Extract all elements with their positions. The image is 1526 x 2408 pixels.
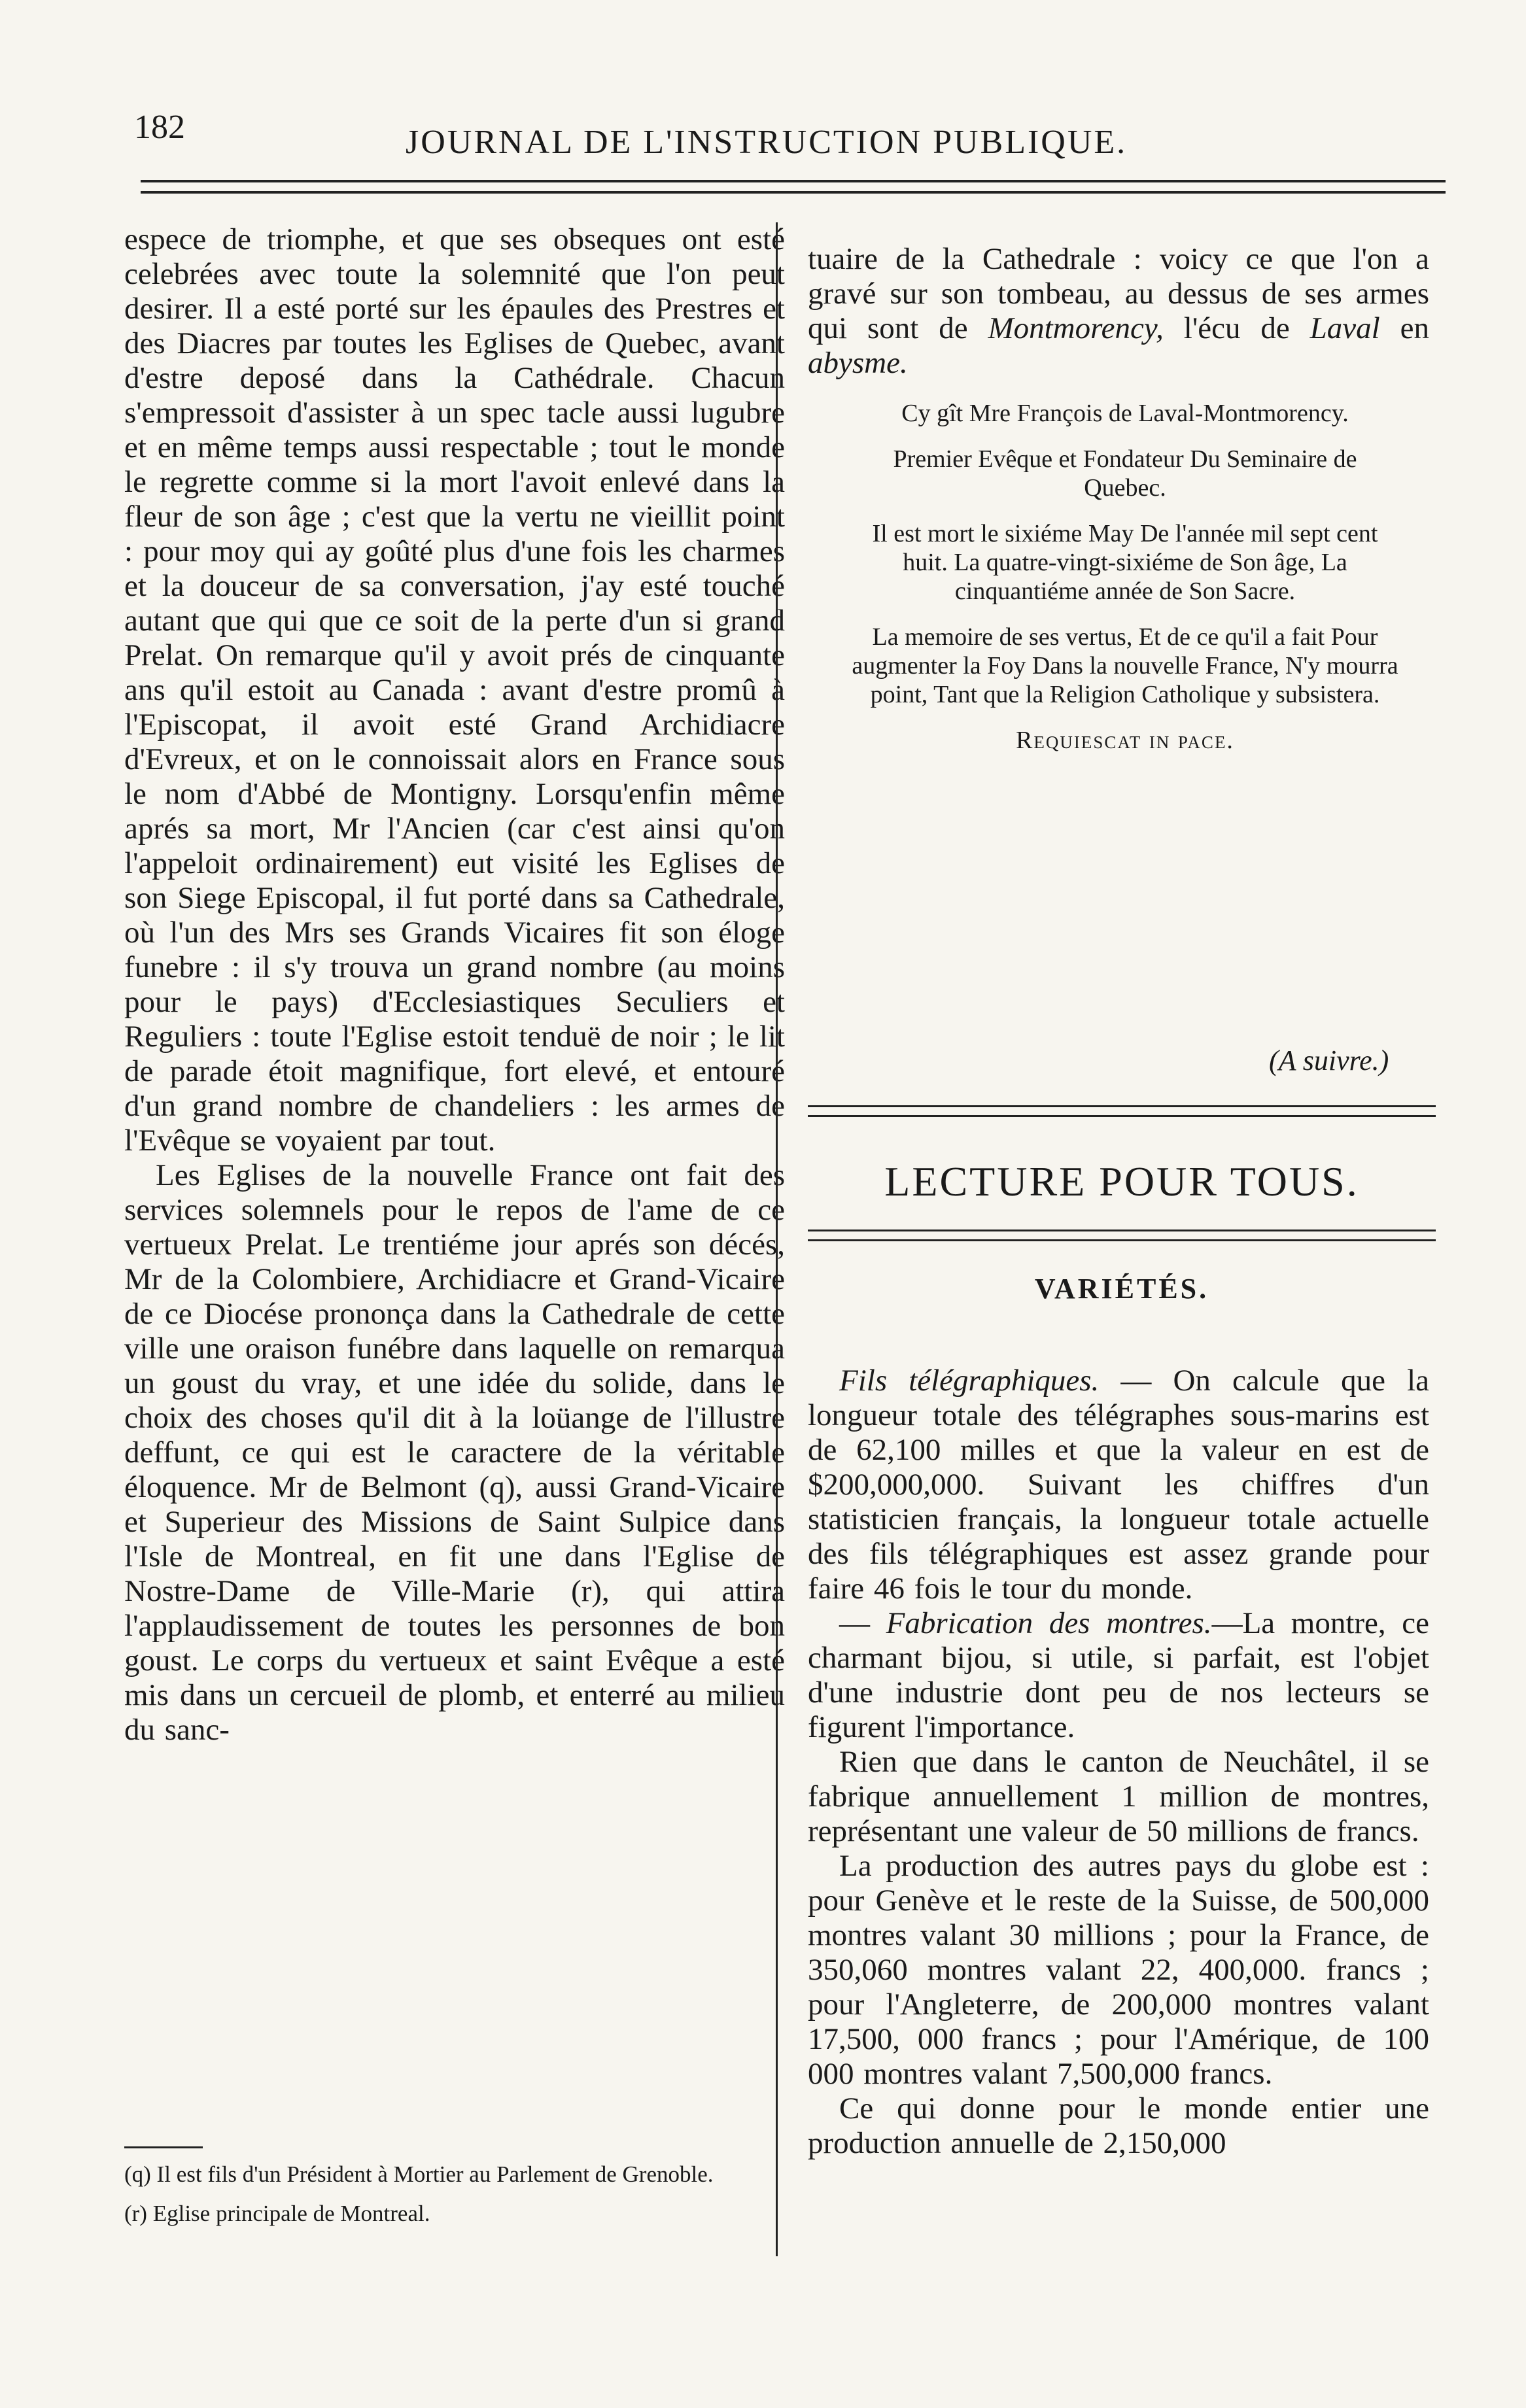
fils-text: — On calcule que la longueur totale des télégraphes sous-marins est de 62,100 milles et que la valeur en est de $200,000,000. Suivant les chiffres d'un statisticien français, la longueur totale actuelle des fils télégraphiques est assez grande pour faire 46 fois le tour du monde. xyxy=(808,1364,1429,1606)
abysme-term: abysme. xyxy=(808,346,908,380)
left-column xyxy=(124,222,785,1747)
epitaph-line: Premier Evêque et Fondateur Du Seminaire de Quebec. xyxy=(893,445,1357,502)
footnote-rule xyxy=(124,2146,203,2148)
requiescat: Requiescat in pace. xyxy=(1016,727,1234,754)
body-paragraph: Les Eglises de la nouvelle France ont fait des services solemnels pour le repos de l'ame de ce vertueux Prelat. Le trentiéme jour aprés son décés, Mr de la Colombiere, Archidiacre et Grand-Vicaire de ce Diocése prononça dans la Cathedrale de cette ville une oraison funébre dans laquelle on remarqua un goust du vray, et une idée du solide, dans le choix des choses qu'il dit à la loüange de l'illustre deffunt, ce qui est le caractere de la véritable éloquence. Mr de Belmont (q), aussi Grand-Vicaire et Superieur des Missions de Saint Sulpice dans l'Isle de Montreal, en fit une dans l'Eglise de Nostre-Dame de Ville-Marie (r), qui attira l'applaudissement de toutes les personnes de bon goust. Le corps du vertueux et saint Evêque a esté mis dans un cercueil de plomb, et enterré au milieu du sanc- xyxy=(124,1158,785,1747)
header-rule xyxy=(141,180,1446,182)
montres-paragraph xyxy=(808,1606,1429,1745)
montres-lead: — xyxy=(839,1606,886,1640)
epitaph-line: Il est mort le sixiéme May De l'année mil sept cent huit. La quatre-vingt-sixiéme de Son âge, La cinquantiéme année de Son Sacre. xyxy=(872,520,1378,605)
epitaph xyxy=(850,399,1400,772)
fils-paragraph xyxy=(808,1364,1429,1606)
section-rule-double xyxy=(808,1115,1436,1117)
footnotes xyxy=(124,2161,752,2240)
intro-paragraph xyxy=(808,242,1429,381)
right-column-intro xyxy=(808,242,1429,381)
total-paragraph: Ce qui donne pour le monde entier une production annuelle de 2,150,000 xyxy=(808,2091,1429,2160)
intro-text: l'écu de xyxy=(1163,311,1310,345)
montres-title: Fabrication des montres. xyxy=(886,1606,1212,1640)
epitaph-line: La memoire de ses vertus, Et de ce qu'il a fait Pour augmenter la Foy Dans la nouvelle France, N'y mourra point, Tant que la Religion Catholique y subsistera. xyxy=(852,623,1398,708)
varietes-column xyxy=(808,1364,1429,2161)
intro-text: tuaire de la Cathedrale : voicy ce que l'on a gravé sur son tombeau, au dessus de ses armes qui sont de xyxy=(808,242,1429,345)
body-paragraph: espece de triomphe, et que ses obseques ont esté celebrées avec toute la solemnité que l'on peut desirer. Il a esté porté sur les épaules des Prestres et des Diacres par toutes les Eglises de Quebec, avant d'estre deposé dans la Cathédrale. Chacun s'empressoit d'assister à un spec tacle aussi lugubre et en même temps aussi respectable ; tout le monde le regrette comme si la mort l'avoit enlevé dans la fleur de son âge ; c'est que la vertu ne vieillit point : pour moy qui ay goûté plus d'une fois les charmes et la douceur de sa conversation, j'ay esté touché autant que qui que ce soit de la perte d'un si grand Prelat. On remarque qu'il y avoit prés de cinquante ans qu'il estoit au Canada : avant d'estre promû à l'Episcopat, il avoit esté Grand Archidiacre d'Evreux, et on le connoissait alors en France sous le nom d'Abbé de Montigny. Lorsqu'enfin même aprés sa mort, Mr l'Ancien (car c'est ainsi qu'on l'appeloit ordinairement) eut visité les Eglises de son Siege Episcopal, il fut porté dans sa Cathedrale, où l'un des Mrs ses Grands Vicaires fit son éloge funebre : il s'y trouva un grand nombre (au moins pour le pays) d'Ecclesiastiques Seculiers et Reguliers : toute l'Eglise estoit tenduë de noir ; le lit de parade étoit magnifique, fort elevé, et entouré d'un grand nombre de chandeliers : les armes de l'Evêque se voyaient par tout. xyxy=(124,222,785,1158)
fils-title: Fils télégraphiques. xyxy=(839,1364,1100,1398)
column-divider xyxy=(776,222,778,2256)
section-title: LECTURE POUR TOUS. xyxy=(884,1158,1359,1205)
production-paragraph: La production des autres pays du globe est : pour Genève et le reste de la Suisse, de 500,000 montres valant 30 millions ; pour la France, de 350,060 montres valant 22, 400,000. francs ; pour l'Angleterre, de 200,000 montres valant 17,500, 000 francs ; pour l'Amérique, de 100 000 montres valant 7,500,000 francs. xyxy=(808,1849,1429,2091)
intro-text: en xyxy=(1379,311,1429,345)
footnote-q: (q) Il est fils d'un Président à Mortier au Parlement de Grenoble. xyxy=(124,2161,714,2187)
section-rule-bottom-double xyxy=(808,1239,1436,1241)
montres-text: —La montre, ce charmant bijou, si utile, si parfait, est l'objet d'une industrie dont peu de nos lecteurs se figurent l'importance. xyxy=(808,1606,1430,1744)
footnote-r: (r) Eglise principale de Montreal. xyxy=(124,2201,430,2226)
a-suivre: (A suivre.) xyxy=(1269,1044,1389,1076)
section-rule xyxy=(808,1105,1436,1107)
laval-term: Laval xyxy=(1309,311,1380,345)
page-number: 182 xyxy=(134,109,185,146)
epitaph-line: Cy gît Mre François de Laval-Montmorency. xyxy=(901,400,1349,427)
neuchatel-paragraph: Rien que dans le canton de Neuchâtel, il se fabrique annuellement 1 million de montres, représentant une valeur de 50 millions de francs. xyxy=(808,1745,1429,1848)
running-title: JOURNAL DE L'INSTRUCTION PUBLIQUE. xyxy=(406,124,1128,161)
section-rule-bottom xyxy=(808,1230,1436,1231)
montmorency-term: Montmorency, xyxy=(988,311,1164,345)
header-rule-double xyxy=(141,191,1446,194)
subsection-title: VARIÉTÉS. xyxy=(1034,1273,1209,1305)
